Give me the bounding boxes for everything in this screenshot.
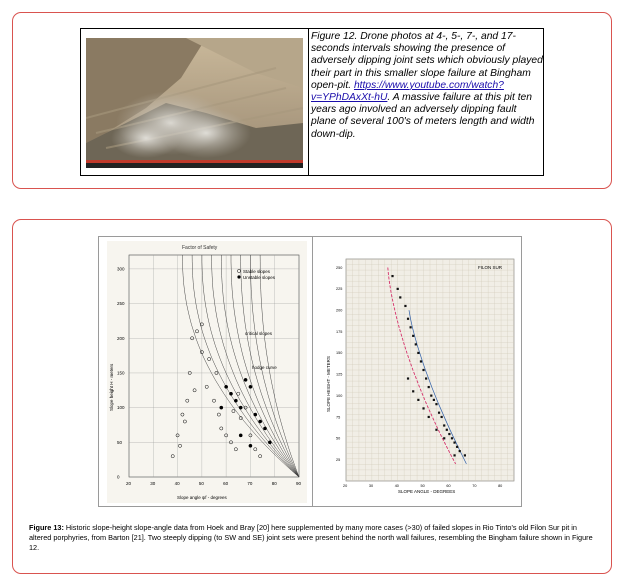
chart-left-legend: [237, 269, 275, 280]
figure-13-panel: [12, 219, 612, 574]
failed-slope-point: [417, 352, 419, 354]
failed-slope-point: [464, 454, 466, 456]
chart-left-xtick: 20: [126, 481, 132, 486]
stable-slope-point: [181, 413, 184, 416]
chart-left-xtick: 80: [271, 481, 277, 486]
filon-sur-chart: [318, 247, 518, 497]
figure-12-table: [80, 28, 544, 176]
chart-left-xtick: 70: [247, 481, 253, 486]
failed-slope-point: [428, 386, 430, 388]
stable-slope-point: [178, 444, 181, 447]
chart-right-ytick: 50: [336, 436, 341, 441]
stable-slope-point: [217, 413, 220, 416]
hoek-bray-chart-svg: [107, 241, 307, 503]
failed-slope-point: [456, 446, 458, 448]
chart-right-ytick: 200: [336, 308, 343, 313]
stable-slope-point: [186, 399, 189, 402]
unstable-slope-point: [220, 406, 223, 409]
stable-slope-point: [259, 455, 262, 458]
failed-slope-point: [435, 429, 437, 431]
unstable-slope-point: [244, 378, 247, 381]
figure-12-caption: Figure 12. Drone photos at 4-, 5-, 7-, and 17-seconds intervals showing the presence of adversely dipping joint sets which obviously played their part in this smaller slope failure at Bingham open-pit. https://www.youtube.com/watch?v=YPhDAxXt-hU. A massive failure at this pit ten years ago involved an adversely dipping fault plane of several 100's of meters length and width down-dip.: [311, 31, 543, 140]
unstable-slope-point: [254, 413, 257, 416]
figure-13-frame: [98, 236, 522, 507]
failed-slope-point: [422, 407, 424, 409]
chart-left-ytick: 50: [117, 439, 123, 445]
failed-slope-point: [407, 318, 409, 320]
chart-left-xtick: 40: [174, 481, 180, 486]
chart-right-xtick: 80: [498, 484, 503, 488]
failed-slope-point: [399, 296, 401, 298]
chart-right-ytick: 175: [336, 329, 343, 334]
chart-right-ytick: 125: [336, 372, 343, 377]
chart-left-xlabel: Slope angle ψf - degrees: [177, 495, 227, 500]
failed-slope-point: [446, 429, 448, 431]
failed-slope-point: [397, 288, 399, 290]
stable-slope-point: [183, 420, 186, 423]
failed-slope-point: [415, 343, 417, 345]
chart-left-ytick: 300: [117, 266, 125, 272]
critical-slopes-label: critical slopes: [245, 331, 273, 336]
failed-slope-point: [443, 437, 445, 439]
unstable-slope-point: [239, 406, 242, 409]
chart-right-xtick: 60: [446, 484, 451, 488]
legend-unstable-label: Unstable slopes: [243, 275, 276, 280]
unstable-slope-point: [249, 444, 252, 447]
legend-stable-marker: [237, 269, 240, 272]
failed-slope-point: [435, 403, 437, 405]
unstable-slope-point: [249, 385, 252, 388]
failed-slope-point: [420, 360, 422, 362]
figure-12-panel: [12, 12, 612, 189]
stable-slope-point: [237, 392, 240, 395]
stable-slope-point: [193, 389, 196, 392]
failed-slope-point: [428, 416, 430, 418]
failed-slope-point: [412, 390, 414, 392]
chart-right-ytick: 25: [336, 457, 341, 462]
chart-left-title: Factor of Safety: [182, 245, 218, 251]
failed-slope-point: [448, 433, 450, 435]
chart-right-ytick: 100: [336, 393, 343, 398]
chart-left-ylabel: Slope height H - meters: [109, 363, 114, 411]
unstable-slope-point: [268, 441, 271, 444]
failed-slope-point: [425, 377, 427, 379]
chart-right-xtick: 50: [420, 484, 425, 488]
failed-slope-point: [407, 377, 409, 379]
failed-slope-point: [410, 326, 412, 328]
failed-slope-point: [453, 441, 455, 443]
failed-slope-point: [430, 395, 432, 397]
chart-left-ytick: 0: [117, 474, 120, 480]
chart-left-xtick: 90: [296, 481, 302, 486]
stable-slope-point: [208, 357, 211, 360]
failed-slope-point: [441, 416, 443, 418]
figure-13-caption: Figure 13: Historic slope-height slope-angle data from Hoek and Bray [20] here supplemented by many more cases (>30) of failed slopes in Rio Tinto's old Filon Sur pit in altered porphyries, from Barton [21]. Two steeply dipping (to SW and SE) joint sets were present behind the north wall failures, resembling the Bingham failure shown in Figure 12.: [29, 523, 593, 552]
unstable-slope-point: [225, 385, 228, 388]
chart-right-ytick: 75: [336, 415, 341, 420]
legend-unstable-marker: [237, 275, 240, 278]
failed-slope-point: [433, 399, 435, 401]
stable-slope-point: [254, 448, 257, 451]
stable-slope-point: [220, 427, 223, 430]
chart-right-ytick: 225: [336, 287, 343, 292]
drone-photo-image: [86, 38, 303, 168]
unstable-slope-point: [263, 427, 266, 430]
unstable-slope-point: [229, 392, 232, 395]
stable-slope-point: [171, 455, 174, 458]
drone-photo: [86, 38, 303, 168]
failed-slope-point: [404, 305, 406, 307]
chart-right-ytick: 250: [336, 265, 343, 270]
failed-slope-point: [453, 454, 455, 456]
stable-slope-point: [232, 409, 235, 412]
failed-slope-point: [443, 424, 445, 426]
chart-left-ytick: 200: [117, 335, 125, 341]
stable-slope-point: [205, 385, 208, 388]
chart-right-xtick: 70: [472, 484, 477, 488]
unstable-slope-point: [239, 434, 242, 437]
chart-left-ytick: 100: [117, 405, 125, 411]
failed-slope-point: [412, 335, 414, 337]
unstable-slope-point: [259, 420, 262, 423]
stable-slope-point: [234, 448, 237, 451]
chart-left-xtick: 60: [223, 481, 229, 486]
hoek-bray-chart: [107, 241, 307, 503]
stable-slope-point: [212, 399, 215, 402]
chart-right-ytick: 150: [336, 351, 343, 356]
chart-right-xtick: 30: [368, 484, 374, 488]
chart-right-xtick: 40: [394, 484, 399, 488]
failed-slope-point: [422, 369, 424, 371]
chart-right-ylabel: SLOPE HEIGHT - METERS: [326, 356, 331, 412]
safety-factor-curve: [192, 255, 299, 477]
failed-slope-point: [417, 399, 419, 401]
hodge-curve-label: hodge curve: [252, 365, 277, 370]
filon-sur-chart-svg: [318, 247, 518, 497]
chart-left-xtick: 30: [150, 481, 156, 486]
chart-left-xtick: 50: [198, 481, 204, 486]
failed-slope-point: [438, 412, 440, 414]
legend-stable-label: Stable slopes: [243, 269, 271, 274]
chart-right-title: FILON SUR: [478, 265, 503, 270]
chart-right-xtick: 20: [343, 484, 348, 488]
chart-left-ytick: 150: [117, 370, 125, 376]
chart-right-xlabel: SLOPE ANGLE - DEGREES: [398, 489, 456, 494]
stable-slope-point: [195, 330, 198, 333]
failed-slope-point: [391, 275, 393, 277]
failed-slope-point: [451, 437, 453, 439]
failed-slope-point: [459, 450, 461, 452]
chart-left-ytick: 250: [117, 301, 125, 307]
youtube-link[interactable]: https://www.youtube.com/watch?v=YPhDAxXt-hU: [311, 79, 504, 104]
unstable-slope-point: [234, 399, 237, 402]
